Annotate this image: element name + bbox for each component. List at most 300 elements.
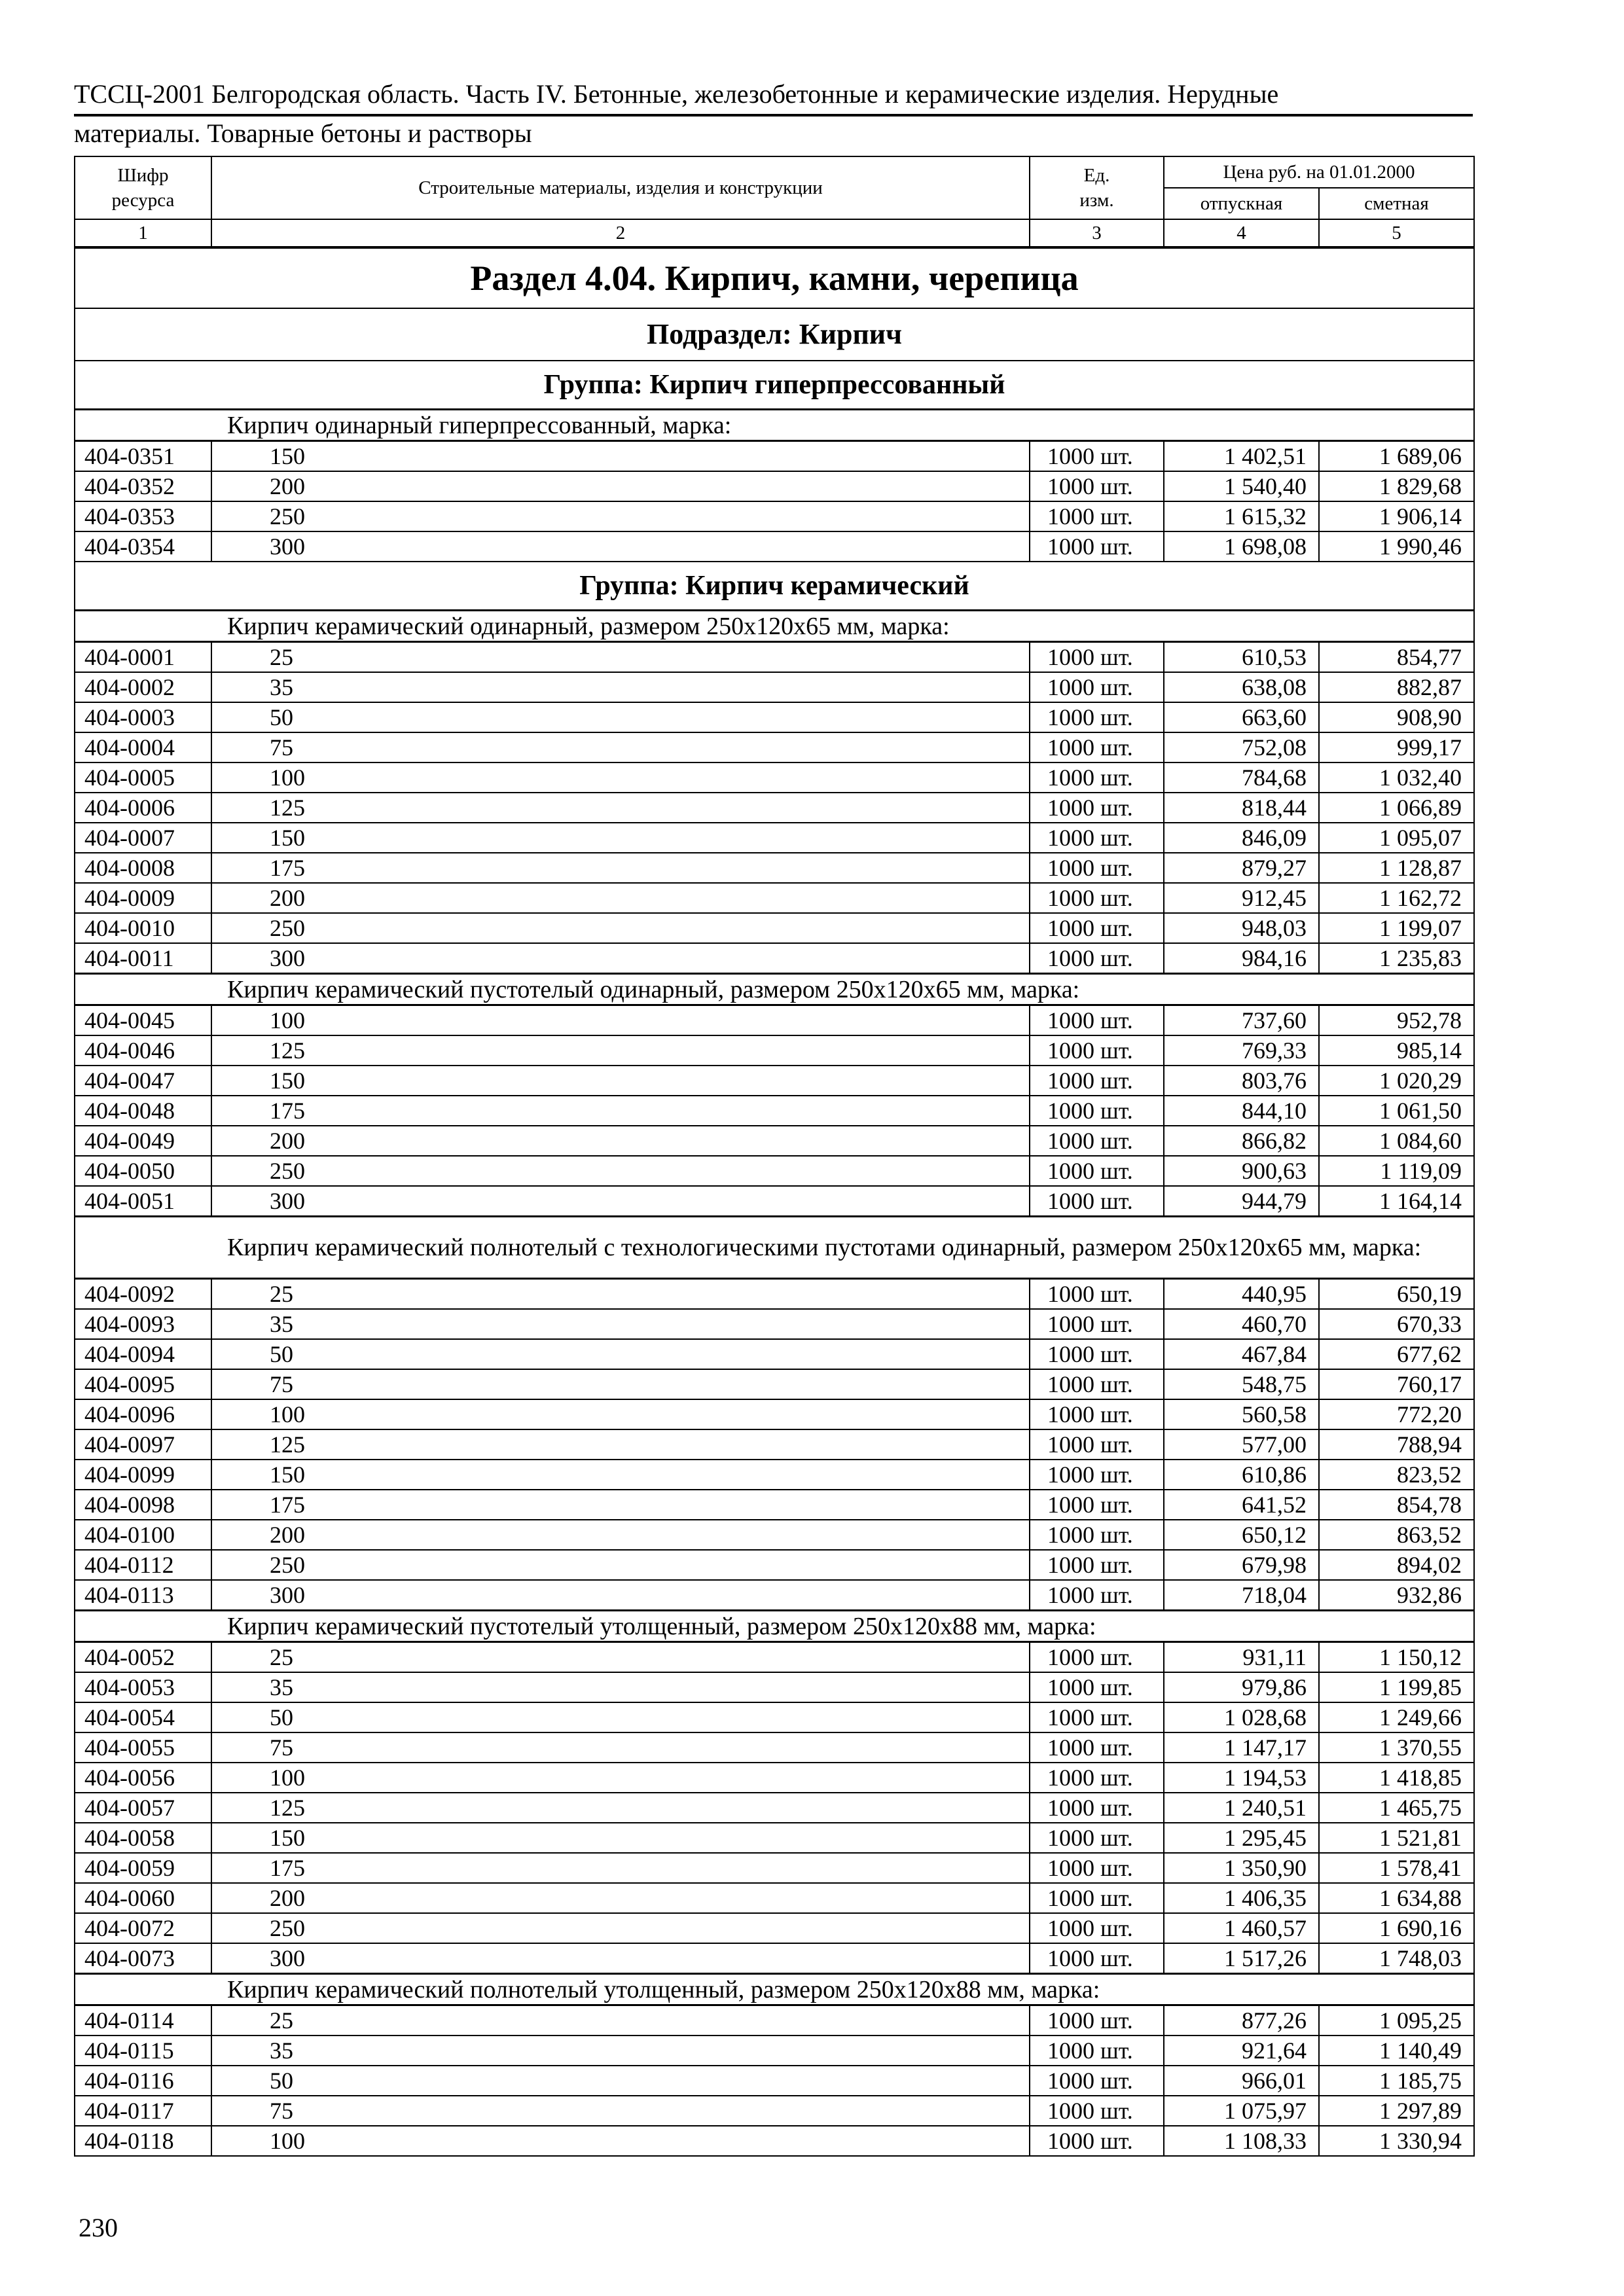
unit: 1000 шт. [1030,913,1164,943]
unit: 1000 шт. [1030,1823,1164,1853]
price-estimate: 1 119,09 [1319,1156,1474,1186]
table-row [75,1943,1474,1974]
item-subheader: Кирпич керамический одинарный, размером 250х120х65 мм, марка: [75,611,1474,642]
price-estimate: 1 095,07 [1319,823,1474,853]
resource-code: 404-0055 [75,1732,211,1763]
resource-code: 404-0098 [75,1490,211,1520]
price-release: 1 698,08 [1164,531,1319,562]
grade: 250 [211,1550,1030,1580]
table-row [75,2066,1474,2096]
price-estimate: 1 235,83 [1319,943,1474,974]
grade: 300 [211,1186,1030,1217]
grade: 175 [211,1490,1030,1520]
resource-code: 404-0353 [75,501,211,531]
grade: 100 [211,1005,1030,1036]
unit: 1000 шт. [1030,1156,1164,1186]
grade: 150 [211,823,1030,853]
price-release: 879,27 [1164,853,1319,883]
grade: 175 [211,1096,1030,1126]
price-estimate: 1 906,14 [1319,501,1474,531]
price-estimate: 1 199,07 [1319,913,1474,943]
table-row [75,1853,1474,1883]
price-estimate: 1 634,88 [1319,1883,1474,1913]
price-release: 900,63 [1164,1156,1319,1186]
resource-code: 404-0093 [75,1309,211,1339]
resource-code: 404-0114 [75,2005,211,2036]
price-release: 1 460,57 [1164,1913,1319,1943]
table-row [75,883,1474,913]
price-release: 610,53 [1164,642,1319,673]
resource-code: 404-0050 [75,1156,211,1186]
resource-code: 404-0060 [75,1883,211,1913]
group-title: Группа: Кирпич керамический [75,562,1474,611]
table-row [75,1035,1474,1066]
price-release: 548,75 [1164,1369,1319,1399]
resource-code: 404-0097 [75,1429,211,1460]
grade: 50 [211,1339,1030,1369]
grade: 300 [211,1943,1030,1974]
unit: 1000 шт. [1030,1460,1164,1490]
item-subheader: Кирпич керамический полнотелый утолщенный, размером 250х120х88 мм, марка: [75,1974,1474,2005]
unit: 1000 шт. [1030,1279,1164,1310]
item-subheader: Кирпич керамический пустотелый одинарный, размером 250х120х65 мм, марка: [75,974,1474,1005]
price-estimate: 863,52 [1319,1520,1474,1550]
table-row [75,702,1474,732]
unit: 1000 шт. [1030,1186,1164,1217]
item-subheader-row [75,410,1474,441]
price-release: 1 147,17 [1164,1732,1319,1763]
table-row [75,1793,1474,1823]
unit: 1000 шт. [1030,1035,1164,1066]
resource-code: 404-0052 [75,1642,211,1673]
price-estimate: 1 162,72 [1319,883,1474,913]
grade: 200 [211,1520,1030,1550]
price-release: 752,08 [1164,732,1319,762]
resource-code: 404-0045 [75,1005,211,1036]
resource-code: 404-0351 [75,441,211,472]
table-row [75,943,1474,974]
column-number: 1 [75,219,211,247]
header-code-line-1: Шифр [117,165,169,186]
unit: 1000 шт. [1030,1096,1164,1126]
header-unit [1030,156,1164,219]
unit: 1000 шт. [1030,1550,1164,1580]
unit: 1000 шт. [1030,642,1164,673]
grade: 125 [211,1429,1030,1460]
price-release: 966,01 [1164,2066,1319,2096]
price-estimate: 1 084,60 [1319,1126,1474,1156]
table-row [75,1309,1474,1339]
item-subheader-row [75,611,1474,642]
table-row [75,1913,1474,1943]
price-estimate: 1 689,06 [1319,441,1474,472]
price-release: 784,68 [1164,762,1319,793]
grade: 50 [211,1702,1030,1732]
unit: 1000 шт. [1030,823,1164,853]
table-row [75,441,1474,472]
table-row [75,1399,1474,1429]
resource-code: 404-0057 [75,1793,211,1823]
table-row [75,1883,1474,1913]
table-row [75,2036,1474,2066]
subsection-title: Подраздел: Кирпич [75,308,1474,361]
price-estimate: 1 185,75 [1319,2066,1474,2096]
unit: 1000 шт. [1030,1490,1164,1520]
price-estimate: 1 690,16 [1319,1913,1474,1943]
table-row [75,642,1474,673]
resource-code: 404-0354 [75,531,211,562]
resource-code: 404-0054 [75,1702,211,1732]
grade: 35 [211,672,1030,702]
unit: 1000 шт. [1030,1702,1164,1732]
grade: 75 [211,1732,1030,1763]
price-estimate: 999,17 [1319,732,1474,762]
grade: 300 [211,531,1030,562]
unit: 1000 шт. [1030,471,1164,501]
unit: 1000 шт. [1030,1309,1164,1339]
price-release: 846,09 [1164,823,1319,853]
unit: 1000 шт. [1030,1339,1164,1369]
price-estimate: 1 578,41 [1319,1853,1474,1883]
resource-code: 404-0056 [75,1763,211,1793]
resource-code: 404-0073 [75,1943,211,1974]
price-estimate: 1 199,85 [1319,1672,1474,1702]
unit: 1000 шт. [1030,1642,1164,1673]
running-header-line-1: ТССЦ-2001 Белгородская область. Часть IV. Бетонные, железобетонные и керамические изделия. Нерудные [74,77,1473,117]
header-name: Строительные материалы, изделия и конструкции [211,156,1030,219]
table-row [75,2005,1474,2036]
price-release: 818,44 [1164,793,1319,823]
unit: 1000 шт. [1030,501,1164,531]
grade: 25 [211,1279,1030,1310]
price-estimate: 854,78 [1319,1490,1474,1520]
unit: 1000 шт. [1030,1883,1164,1913]
grade: 150 [211,1460,1030,1490]
grade: 200 [211,471,1030,501]
table-row [75,1429,1474,1460]
table-row [75,1126,1474,1156]
table-row [75,1339,1474,1369]
table-row [75,1460,1474,1490]
price-release: 844,10 [1164,1096,1319,1126]
price-estimate: 908,90 [1319,702,1474,732]
grade: 250 [211,501,1030,531]
grade: 150 [211,441,1030,472]
grade: 175 [211,853,1030,883]
resource-code: 404-0004 [75,732,211,762]
unit: 1000 шт. [1030,762,1164,793]
price-release: 641,52 [1164,1490,1319,1520]
price-release: 460,70 [1164,1309,1319,1339]
unit: 1000 шт. [1030,853,1164,883]
price-estimate: 985,14 [1319,1035,1474,1066]
price-release: 1 350,90 [1164,1853,1319,1883]
price-release: 560,58 [1164,1399,1319,1429]
grade: 100 [211,1399,1030,1429]
column-number: 5 [1319,219,1474,247]
price-release: 948,03 [1164,913,1319,943]
header-price: Цена руб. на 01.01.2000 [1164,156,1474,188]
table-row [75,732,1474,762]
resource-code: 404-0046 [75,1035,211,1066]
item-subheader-row [75,1611,1474,1642]
price-release: 737,60 [1164,1005,1319,1036]
unit: 1000 шт. [1030,441,1164,472]
table-row [75,501,1474,531]
unit: 1000 шт. [1030,2126,1164,2156]
price-release: 1 028,68 [1164,1702,1319,1732]
price-release: 638,08 [1164,672,1319,702]
table-row [75,1642,1474,1673]
price-estimate: 1 128,87 [1319,853,1474,883]
grade: 25 [211,642,1030,673]
header-unit-line-1: Ед. [1083,165,1110,186]
price-release: 1 406,35 [1164,1883,1319,1913]
price-release: 440,95 [1164,1279,1319,1310]
grade: 250 [211,1913,1030,1943]
resource-code: 404-0048 [75,1096,211,1126]
unit: 1000 шт. [1030,1369,1164,1399]
table-row [75,1096,1474,1126]
unit: 1000 шт. [1030,672,1164,702]
price-estimate: 1 990,46 [1319,531,1474,562]
column-number: 2 [211,219,1030,247]
resource-code: 404-0008 [75,853,211,883]
price-release: 467,84 [1164,1339,1319,1369]
item-subheader: Кирпич керамический пустотелый утолщенный, размером 250х120х88 мм, марка: [75,1611,1474,1642]
grade: 35 [211,1309,1030,1339]
price-release: 866,82 [1164,1126,1319,1156]
unit: 1000 шт. [1030,2066,1164,2096]
price-estimate: 760,17 [1319,1369,1474,1399]
price-release: 1 075,97 [1164,2096,1319,2126]
resource-code: 404-0115 [75,2036,211,2066]
column-numbers-row [75,219,1474,247]
price-estimate: 1 061,50 [1319,1096,1474,1126]
table-row [75,1550,1474,1580]
section-title-row [75,247,1474,308]
resource-code: 404-0002 [75,672,211,702]
table-row [75,1672,1474,1702]
price-estimate: 650,19 [1319,1279,1474,1310]
unit: 1000 шт. [1030,1793,1164,1823]
price-release: 984,16 [1164,943,1319,974]
unit: 1000 шт. [1030,943,1164,974]
resource-code: 404-0113 [75,1580,211,1611]
grade: 175 [211,1853,1030,1883]
price-estimate: 854,77 [1319,642,1474,673]
price-estimate: 772,20 [1319,1399,1474,1429]
resource-code: 404-0059 [75,1853,211,1883]
table-row [75,853,1474,883]
price-estimate: 1 249,66 [1319,1702,1474,1732]
unit: 1000 шт. [1030,1066,1164,1096]
price-release: 944,79 [1164,1186,1319,1217]
price-estimate: 670,33 [1319,1309,1474,1339]
price-table [74,156,1475,2157]
unit: 1000 шт. [1030,702,1164,732]
price-release: 650,12 [1164,1520,1319,1550]
unit: 1000 шт. [1030,793,1164,823]
grade: 100 [211,2126,1030,2156]
grade: 75 [211,732,1030,762]
item-subheader-row [75,974,1474,1005]
table-row [75,762,1474,793]
group-title: Группа: Кирпич гиперпрессованный [75,361,1474,410]
table-header-row [75,156,1474,188]
grade: 125 [211,1793,1030,1823]
unit: 1000 шт. [1030,1429,1164,1460]
price-release: 663,60 [1164,702,1319,732]
price-estimate: 1 032,40 [1319,762,1474,793]
grade: 300 [211,1580,1030,1611]
price-estimate: 788,94 [1319,1429,1474,1460]
resource-code: 404-0009 [75,883,211,913]
price-release: 1 194,53 [1164,1763,1319,1793]
unit: 1000 шт. [1030,1913,1164,1943]
group-title-row [75,562,1474,611]
table-row [75,823,1474,853]
price-estimate: 1 140,49 [1319,2036,1474,2066]
resource-code: 404-0099 [75,1460,211,1490]
price-estimate: 894,02 [1319,1550,1474,1580]
table-row [75,1369,1474,1399]
table-row [75,1580,1474,1611]
table-row [75,1520,1474,1550]
group-title-row [75,361,1474,410]
resource-code: 404-0117 [75,2096,211,2126]
price-release: 577,00 [1164,1429,1319,1460]
table-row [75,2096,1474,2126]
grade: 125 [211,1035,1030,1066]
grade: 200 [211,883,1030,913]
grade: 35 [211,1672,1030,1702]
grade: 100 [211,762,1030,793]
grade: 150 [211,1823,1030,1853]
price-release: 1 240,51 [1164,1793,1319,1823]
price-estimate: 1 095,25 [1319,2005,1474,2036]
resource-code: 404-0047 [75,1066,211,1096]
table-row [75,471,1474,501]
price-release: 877,26 [1164,2005,1319,2036]
price-estimate: 952,78 [1319,1005,1474,1036]
price-release: 1 295,45 [1164,1823,1319,1853]
resource-code: 404-0001 [75,642,211,673]
price-estimate: 1 164,14 [1319,1186,1474,1217]
grade: 35 [211,2036,1030,2066]
resource-code: 404-0053 [75,1672,211,1702]
unit: 1000 шт. [1030,1943,1164,1974]
price-estimate: 823,52 [1319,1460,1474,1490]
resource-code: 404-0051 [75,1186,211,1217]
header-unit-line-2: изм. [1079,190,1114,211]
price-release: 679,98 [1164,1550,1319,1580]
grade: 300 [211,943,1030,974]
price-estimate: 882,87 [1319,672,1474,702]
resource-code: 404-0118 [75,2126,211,2156]
resource-code: 404-0003 [75,702,211,732]
table-row [75,1066,1474,1096]
grade: 75 [211,1369,1030,1399]
unit: 1000 шт. [1030,2096,1164,2126]
item-subheader: Кирпич керамический полнотелый с технологическими пустотами одинарный, размером 250х120х65 мм, марка: [75,1217,1474,1279]
price-estimate: 1 418,85 [1319,1763,1474,1793]
price-estimate: 932,86 [1319,1580,1474,1611]
running-header-line-2: материалы. Товарные бетоны и растворы [74,118,532,148]
unit: 1000 шт. [1030,1763,1164,1793]
grade: 200 [211,1126,1030,1156]
resource-code: 404-0116 [75,2066,211,2096]
grade: 25 [211,2005,1030,2036]
unit: 1000 шт. [1030,531,1164,562]
unit: 1000 шт. [1030,1732,1164,1763]
unit: 1000 шт. [1030,1580,1164,1611]
resource-code: 404-0005 [75,762,211,793]
table-row [75,531,1474,562]
price-estimate: 1 370,55 [1319,1732,1474,1763]
header-price-estimate: сметная [1319,188,1474,219]
table-row [75,1490,1474,1520]
price-release: 1 540,40 [1164,471,1319,501]
grade: 100 [211,1763,1030,1793]
resource-code: 404-0092 [75,1279,211,1310]
price-release: 769,33 [1164,1035,1319,1066]
table-row [75,1823,1474,1853]
item-subheader-row [75,1974,1474,2005]
unit: 1000 шт. [1030,883,1164,913]
resource-code: 404-0096 [75,1399,211,1429]
grade: 150 [211,1066,1030,1096]
price-estimate: 1 330,94 [1319,2126,1474,2156]
grade: 75 [211,2096,1030,2126]
header-code-line-2: ресурса [111,190,175,211]
table-row [75,672,1474,702]
table-row [75,1732,1474,1763]
unit: 1000 шт. [1030,2036,1164,2066]
resource-code: 404-0112 [75,1550,211,1580]
page-number: 230 [79,2213,118,2242]
column-number: 4 [1164,219,1319,247]
resource-code: 404-0011 [75,943,211,974]
table-row [75,1186,1474,1217]
unit: 1000 шт. [1030,1520,1164,1550]
price-release: 1 517,26 [1164,1943,1319,1974]
grade: 50 [211,702,1030,732]
price-estimate: 1 748,03 [1319,1943,1474,1974]
header-price-release: отпускная [1164,188,1319,219]
grade: 125 [211,793,1030,823]
resource-code: 404-0006 [75,793,211,823]
price-estimate: 1 829,68 [1319,471,1474,501]
price-estimate: 1 150,12 [1319,1642,1474,1673]
price-release: 610,86 [1164,1460,1319,1490]
resource-code: 404-0010 [75,913,211,943]
price-release: 803,76 [1164,1066,1319,1096]
unit: 1000 шт. [1030,1126,1164,1156]
price-release: 912,45 [1164,883,1319,913]
unit: 1000 шт. [1030,1853,1164,1883]
grade: 200 [211,1883,1030,1913]
item-subheader: Кирпич одинарный гиперпрессованный, марка: [75,410,1474,441]
price-estimate: 1 297,89 [1319,2096,1474,2126]
price-release: 1 402,51 [1164,441,1319,472]
table-row [75,913,1474,943]
price-estimate: 1 465,75 [1319,1793,1474,1823]
grade: 50 [211,2066,1030,2096]
unit: 1000 шт. [1030,1005,1164,1036]
resource-code: 404-0058 [75,1823,211,1853]
resource-code: 404-0095 [75,1369,211,1399]
